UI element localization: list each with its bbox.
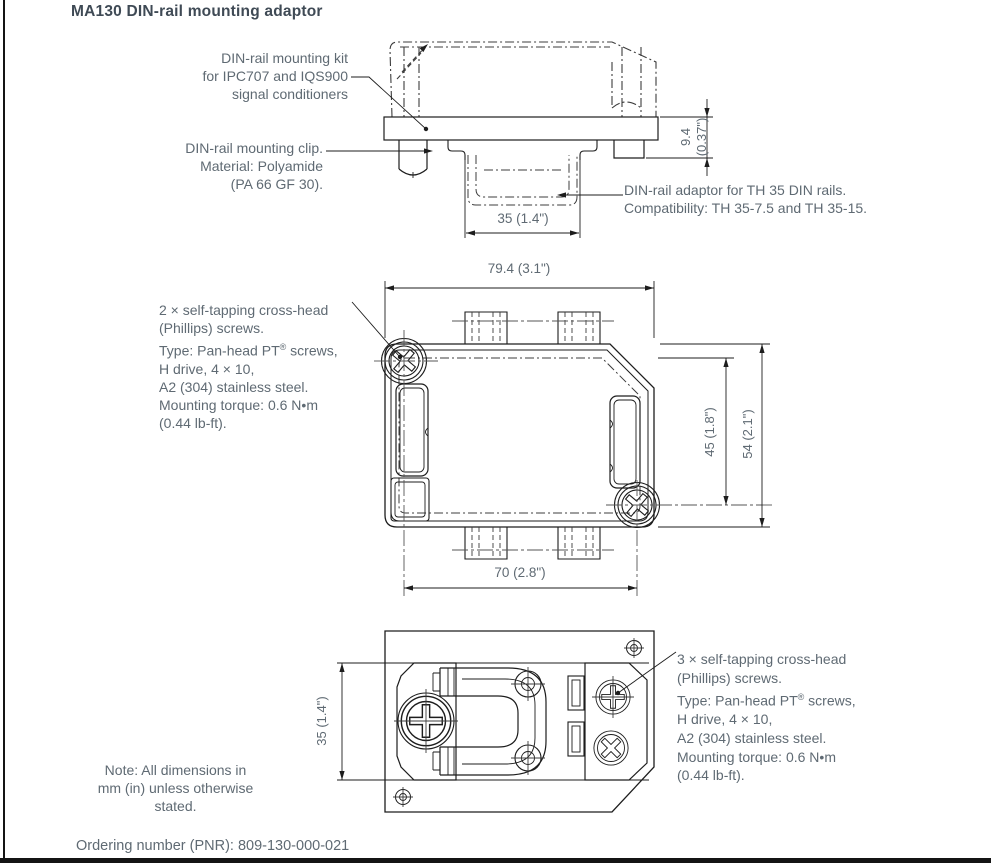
dim-side-rail-width: 35 (1.4")	[497, 211, 549, 226]
side-slot-right	[610, 396, 640, 488]
dim-bottom-rail-width: 35 (1.4")	[314, 696, 329, 746]
clip-housing-plan	[391, 478, 429, 521]
dim-side-step-height: 9.4 (0.37")	[678, 117, 709, 157]
label-mounting-clip: DIN-rail mounting clip. Material: Polyamide (PA 66 GF 30).	[185, 140, 323, 192]
plan-hidden-edge	[399, 358, 640, 513]
label-screws-bottom-view: 3 × self-tapping cross-head (Phillips) screws. Type: Pan-head PT® screws, H drive, 4 × 10, A2 (304) stainless steel. Mounting torque: 0.6 N•m (0.44 lb-ft).	[677, 651, 856, 784]
clip-release-arrow	[397, 46, 426, 79]
clip-block-left	[399, 140, 427, 178]
dimension-inner-height	[658, 358, 734, 505]
dimension-screw-spacing	[404, 585, 637, 590]
note-dimensions: Note: All dimensions in mm (in) unless otherwise stated.	[97, 762, 254, 814]
label-rail-adaptor: DIN-rail adaptor for TH 35 DIN rails. Compatibility: TH 35-7.5 and TH 35-15.	[624, 182, 868, 216]
clip-block-right	[614, 140, 644, 158]
dimension-rail-width	[466, 230, 579, 235]
ordering-number: Ordering number (PNR): 809-130-000-021	[76, 838, 350, 854]
bottom-tabs	[452, 527, 614, 559]
mounting-hole-icon	[511, 667, 545, 701]
alignment-target-icon	[624, 638, 644, 658]
phillips-screw-icon	[394, 689, 458, 753]
label-mounting-kit: DIN-rail mounting kit for IPC707 and IQS900 signal conditioners	[202, 50, 348, 102]
mounting-hole-icon	[511, 741, 545, 775]
page-title: MA130 DIN-rail mounting adaptor	[71, 3, 323, 20]
dim-top-inner-height: 45 (1.8")	[702, 407, 717, 457]
phillips-screw-icon	[592, 676, 634, 718]
side-slot-left	[396, 384, 428, 476]
alignment-target-icon	[393, 787, 413, 807]
phillips-screw-icon	[587, 724, 635, 772]
dimension-overall-width	[385, 281, 654, 338]
dim-top-overall-height: 54 (2.1")	[740, 409, 755, 459]
hidden-body-outline	[390, 42, 656, 117]
dim-top-overall-width: 79.4 (3.1")	[487, 261, 551, 276]
panel-slot	[568, 676, 584, 756]
bottom-base-plate	[385, 631, 654, 812]
label-screws-top-view: 2 × self-tapping cross-head (Phillips) screws. Type: Pan-head PT® screws, H drive, 4 × 10, A2 (304) stainless steel. Mounting torque: 0.6 N•m (0.44 lb-ft).	[159, 302, 338, 432]
top-tabs	[452, 312, 614, 344]
din-rail-profile	[468, 155, 577, 205]
bottom-view-drawing	[337, 631, 676, 812]
leader-lines	[326, 77, 623, 198]
dim-top-screw-spacing: 70 (2.8")	[494, 565, 546, 580]
dimension-plate-height	[339, 663, 344, 780]
